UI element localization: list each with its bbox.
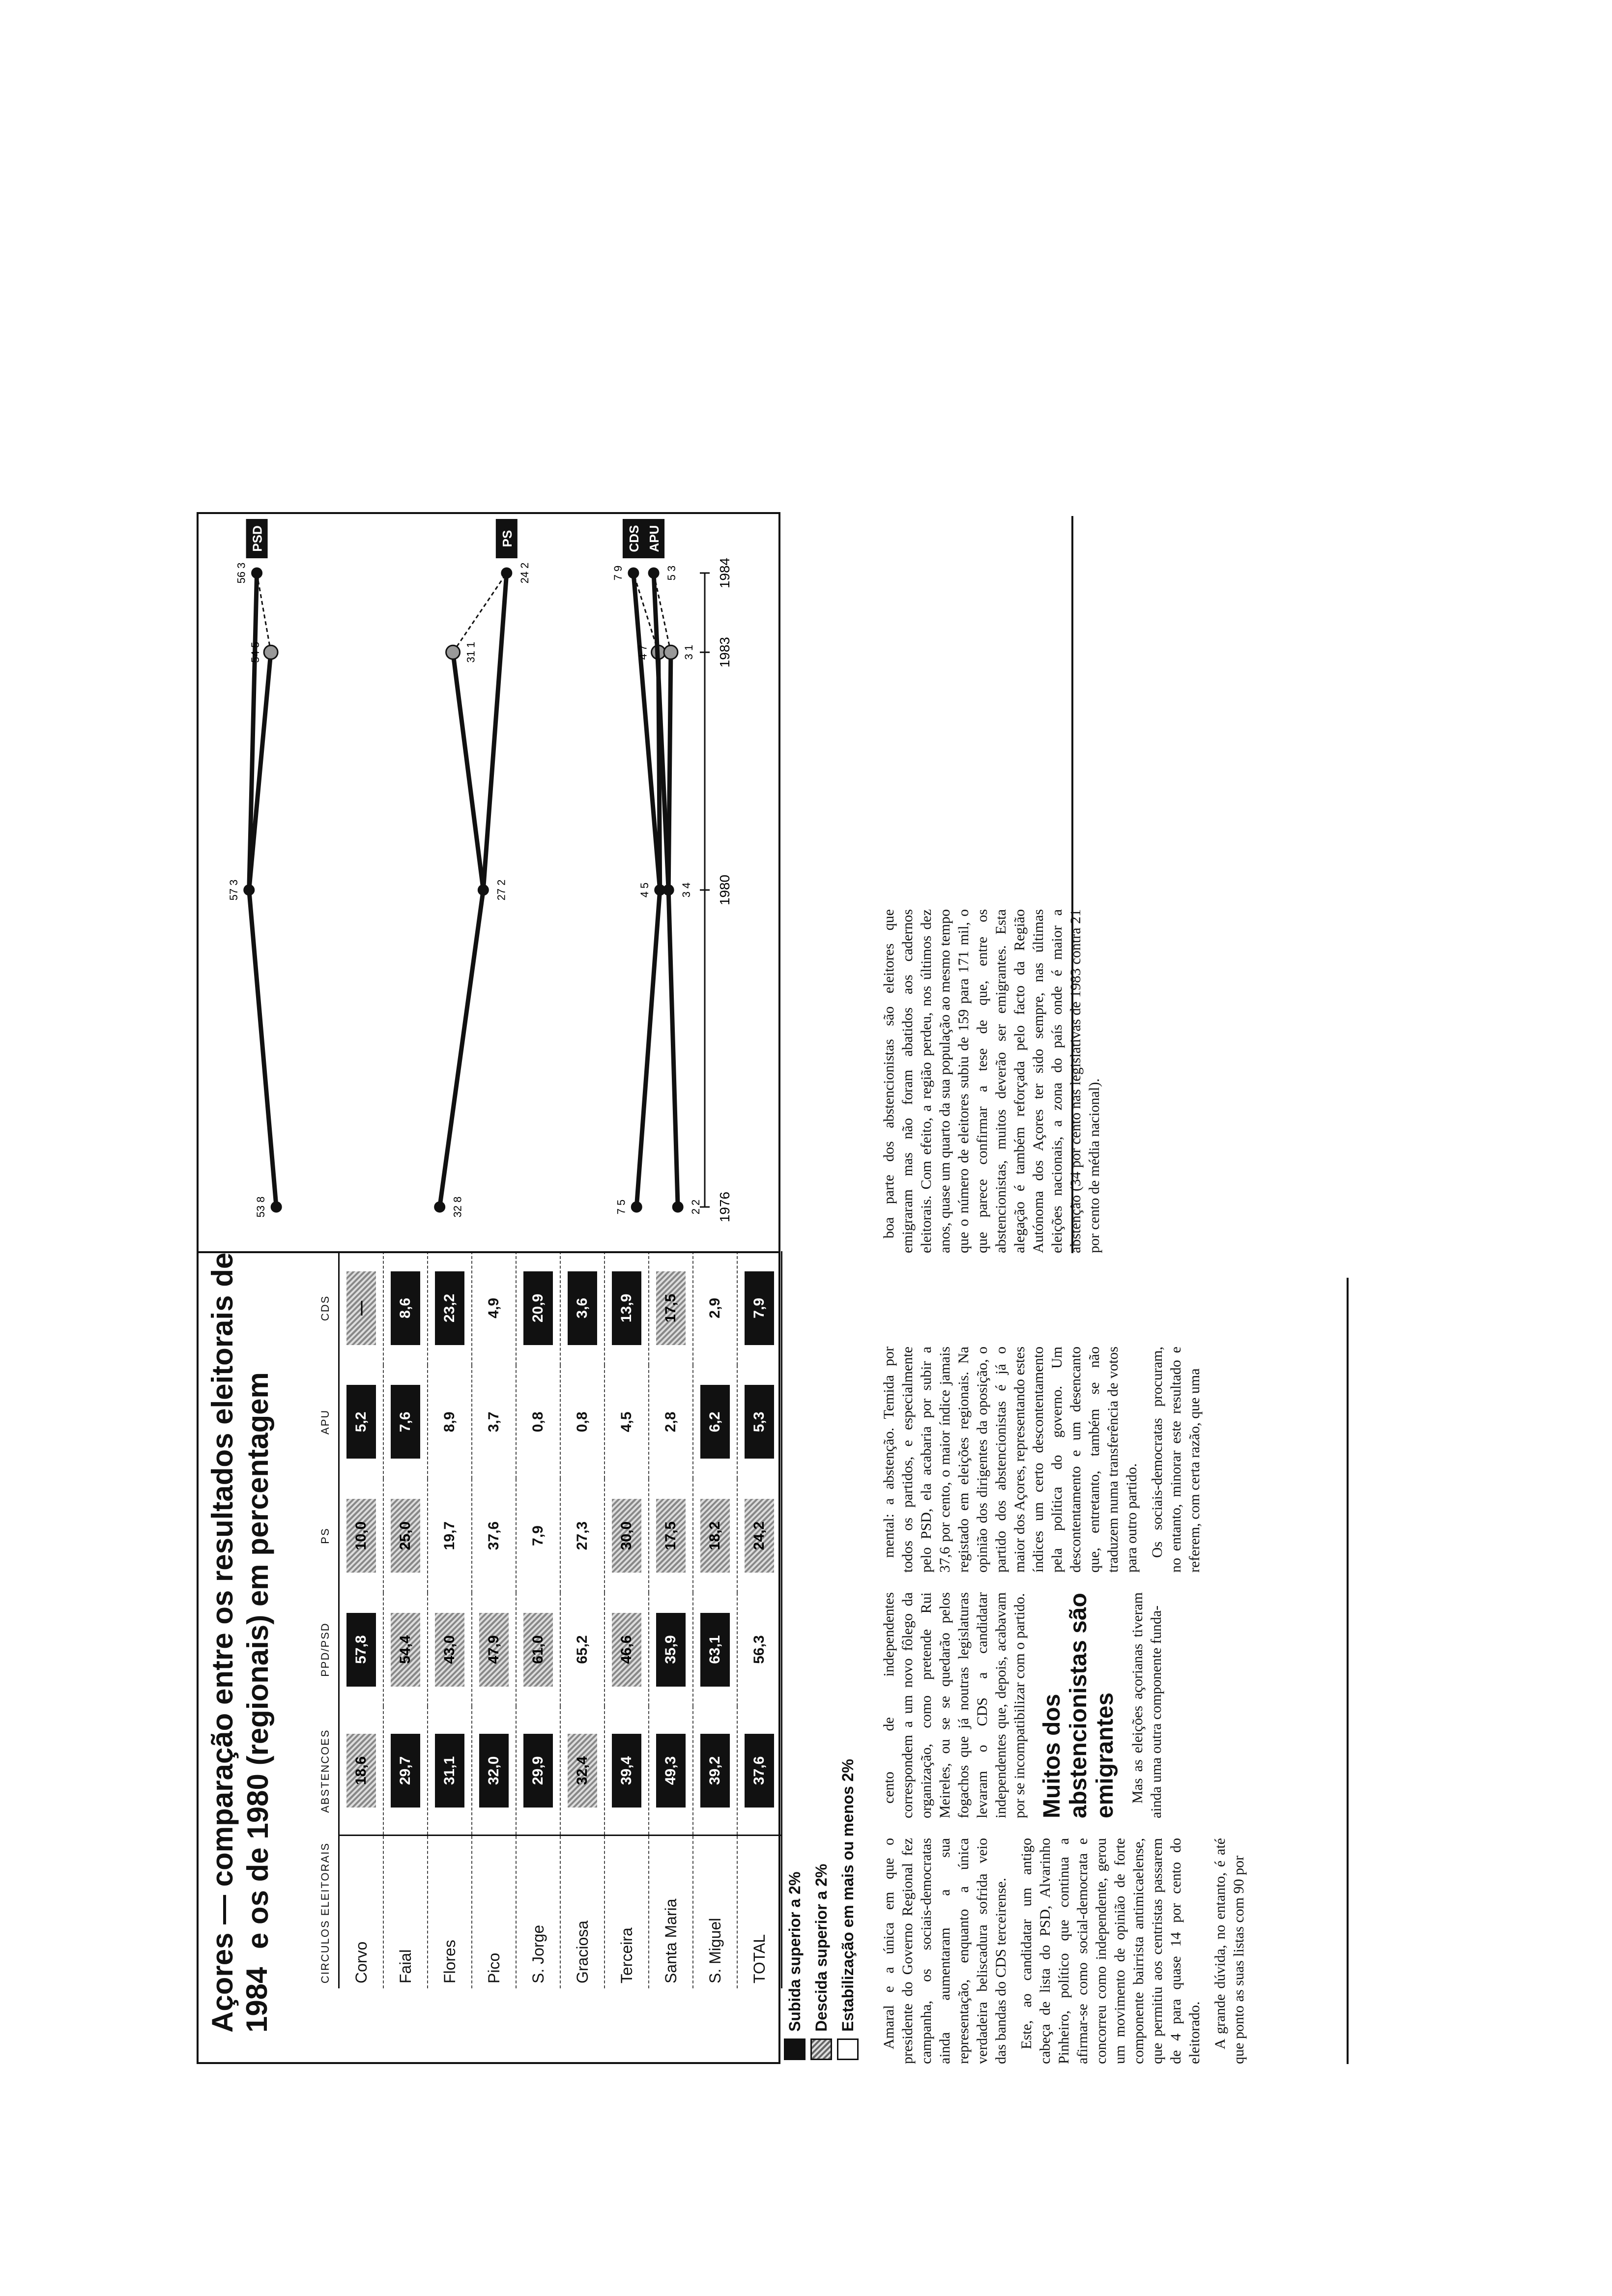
table-cell [339,1251,384,1365]
paragraph: mental: a abstenção. Temida por todos os partidos, e especialmente pelo PSD, ela acabaria por subir a 37,6 por cento, o maior índice jamais registado em eleições regionais. Na opinião dos dirigentes da oposição, o partido dos abstencionistas é já o maior dos Açores, representando estes índices um certo descontentamento pela política do governo. Um descontentamento e um desencanto que, entretanto, também se não traduzem numa transferência de votos para outro partido. [881,1347,1140,1573]
cell-value: 29,9 [523,1734,553,1808]
data-point [252,568,262,578]
table-cell [693,1251,737,1365]
cell-value: 65,2 [574,1635,590,1664]
series-line-ps [440,652,484,1207]
table-cell [428,1479,472,1593]
article-column-2 [880,1592,1173,1818]
table-cell [649,1365,693,1479]
cell-value: 7,9 [745,1271,774,1345]
cell-value: 4,5 [618,1411,634,1433]
table-cell [604,1251,649,1365]
table-cell [560,1706,604,1836]
cell-value: 37,6 [486,1521,502,1550]
legend-up [781,1253,808,2064]
data-point [271,1202,281,1212]
cell-value: — [346,1271,376,1345]
legend [781,1253,861,2064]
x-tick-label: 1983 [717,637,732,668]
series-line-apu [668,652,678,1207]
cell-value: 18,2 [700,1499,730,1573]
cell-value: 3,6 [568,1271,597,1345]
table-cell [428,1593,472,1707]
cell-value: 31,1 [435,1734,464,1808]
results-line-chart [199,514,778,1251]
cell-value: 7,6 [391,1385,420,1459]
table-cell [604,1706,649,1836]
column-header: APU [313,1365,339,1479]
table-cell [604,1593,649,1707]
data-label: 4 5 [638,882,651,898]
chart-box [197,512,780,1253]
table-cell [428,1251,472,1365]
table-cell [737,1593,782,1707]
legend-stable-label: Estabilização em mais ou menos 2% [838,1759,857,2032]
data-label: 5 3 [665,565,678,581]
cell-value: 8,6 [391,1271,420,1345]
cell-value: 54,4 [391,1613,420,1687]
data-point [649,568,659,578]
table-cell [649,1593,693,1707]
table-cell [516,1706,560,1836]
table-cell [472,1593,516,1707]
table-cell [428,1706,472,1836]
data-point [264,645,278,659]
cell-value: 32,0 [479,1734,509,1808]
x-tick-label: 1976 [717,1191,732,1223]
data-point [629,568,638,578]
table-row [383,1251,428,1988]
table-cell [383,1593,428,1707]
paragraph: Amaral e a única em que o presidente do Governo Regional fez campanha, os sociais-democratas ainda aumentaram a sua representação, enquanto a única verdadeira beliscadura sofrida veio das bandas do CDS terceirense. [881,1838,1009,2064]
cell-value: 49,3 [656,1734,686,1808]
legend-swatch-stable [837,2038,859,2060]
paragraph: Os sociais-democratas procuram, no entanto, minorar este resultado e referem, com certa razão, que uma [1149,1347,1203,1573]
page-subtitle: e os de 1980 (regionais) em percentagem [241,1372,274,1949]
data-point [435,1202,445,1212]
column-header: ABSTENCOES [313,1706,339,1836]
legend-up-label: Subida superior a 2% [785,1871,804,2032]
cell-value: 39,4 [612,1734,641,1808]
cell-value: 35,9 [656,1613,686,1687]
data-label: 4 7 [636,644,649,660]
data-label: 7 9 [611,565,624,581]
cell-value: 2,8 [662,1411,679,1433]
page-title: Açores — comparação entre os resultados eleitorais de 1984 [206,1252,273,2033]
row-label: Faial [383,1836,428,1988]
column-header: PPD/PSD [313,1593,339,1707]
table-cell [737,1479,782,1593]
cell-value: 29,7 [391,1734,420,1808]
divider [1347,1278,1349,2064]
legend-stable [835,1253,861,2064]
table-cell [339,1706,384,1836]
table-cell [649,1479,693,1593]
table-row [339,1251,384,1988]
cell-value: 63,1 [700,1613,730,1687]
data-label: 2 2 [690,1199,702,1215]
cell-value: 25,0 [391,1499,420,1573]
table-cell [560,1479,604,1593]
table-cell [649,1251,693,1365]
table-row [604,1251,649,1988]
legend-down [808,1253,835,2064]
table-cell [472,1251,516,1365]
data-label: 27 2 [495,879,508,901]
table-cell [649,1706,693,1836]
cell-value: 0,8 [574,1411,590,1433]
data-point [664,645,678,659]
data-label: 32 8 [451,1196,464,1218]
table-row [649,1251,693,1988]
table-cell [383,1706,428,1836]
cell-value: 24,2 [745,1499,774,1573]
rotated-page [197,516,1474,2064]
x-tick-label: 1980 [717,874,732,906]
results-table [313,1251,782,1988]
cell-value: 0,8 [530,1411,546,1433]
data-label: 7 5 [615,1199,628,1215]
cell-value: 8,9 [441,1411,458,1433]
cell-value: 7,9 [530,1525,546,1546]
cell-value: 23,2 [435,1271,464,1345]
x-tick-label: 1984 [717,557,732,589]
data-point [632,1202,641,1212]
table-header-row [313,1251,339,1988]
data-label: 54 5 [249,641,262,663]
table-cell [339,1479,384,1593]
table-cell [516,1251,560,1365]
data-point [502,568,512,578]
table-cell [516,1365,560,1479]
table-cell [428,1365,472,1479]
table-cell [737,1706,782,1836]
table-cell [604,1479,649,1593]
table-cell [560,1365,604,1479]
column-header: PS [313,1479,339,1593]
table-cell [604,1365,649,1479]
row-label: Pico [472,1836,516,1988]
row-label: Corvo [339,1836,384,1988]
article-column-3 [880,1347,1211,1573]
table-cell [472,1365,516,1479]
column-header: CIRCULOS ELEITORAIS [313,1836,339,1988]
table-cell [560,1251,604,1365]
cell-value: 61,0 [523,1613,553,1687]
cell-value: 39,2 [700,1734,730,1808]
cell-value: 10,0 [346,1499,376,1573]
legend-swatch-down [810,2038,832,2060]
paragraph: Mas as eleições açorianas tiveram ainda uma outra componente funda- [1129,1592,1164,1818]
data-point [244,885,254,895]
row-label: S. Jorge [516,1836,560,1988]
row-label: Santa Maria [649,1836,693,1988]
table-body [339,1251,782,1988]
table-cell [472,1706,516,1836]
cell-value: 17,5 [656,1271,686,1345]
cell-value: 27,3 [574,1521,590,1550]
table-row [737,1251,782,1988]
cell-value: 56,3 [751,1635,767,1664]
article-column-1 [880,1838,1255,2064]
divider [1071,516,1073,1253]
cell-value: 37,6 [745,1734,774,1808]
table-row [472,1251,516,1988]
cell-value: 6,2 [700,1385,730,1459]
row-label: Terceira [604,1836,649,1988]
row-label: Graciosa [560,1836,604,1988]
cell-value: 32,4 [568,1734,597,1808]
data-label: 3 4 [680,882,693,898]
series-line-psd [257,573,271,652]
data-label: 56 3 [235,562,248,584]
series-line-ps [483,573,506,890]
data-label: 57 3 [227,879,240,901]
table-cell [472,1479,516,1593]
cell-value: 20,9 [523,1271,553,1345]
cell-value: 18,6 [346,1734,376,1808]
paragraph: A grande dúvida, no entanto, é até que ponto as suas listas com 90 por [1212,1838,1247,2064]
legend-swatch-up [784,2038,806,2060]
cell-value: 13,9 [612,1271,641,1345]
article-heading: Muitos dos abstencionistas são emigrantes [1039,1593,1118,1818]
cell-value: 3,7 [486,1411,502,1433]
data-point [446,645,460,659]
cell-value: 5,2 [346,1385,376,1459]
data-point [663,885,673,895]
cell-value: 57,8 [346,1613,376,1687]
data-label: 24 2 [518,562,531,584]
table-row [428,1251,472,1988]
table-row [516,1251,560,1988]
cell-value: 47,9 [479,1613,509,1687]
table-row [560,1251,604,1988]
table-row [693,1251,737,1988]
paragraph: cento de independentes correspondem a um novo fôlego da organização, como pretende Rui Meireles, ou se se quedarão pelos fogachos que já noutras legislaturas levaram o CDS a candidatar independentes que, depois, acabavam por se incompatibilizar com o partido. [881,1592,1028,1818]
cell-value: 19,7 [441,1521,458,1550]
row-label: S. Miguel [693,1836,737,1988]
cell-value: 17,5 [656,1499,686,1573]
data-point [673,1202,683,1212]
series-name-label: PS [499,530,515,547]
paragraph: boa parte dos abstencionistas são eleitores que emigraram mas não foram abatidos aos cadernos eleitorais. Com efeito, a região perdeu, nos últimos dez anos, quase um quarto da sua população ao mesmo tempo que o número de eleitores subiu de 159 para 171 mil, o que parece confirmar a tese de que, entre os abstencionistas, muitos deverão ser emigrantes. Esta alegação é também reforçada pelo facto da Região Autónoma dos Açores ter sido sempre, nas últimas eleições nacionais, a zona do país onde é maior a abstenção (34 por cento nas legislativas de 1983 contra 21 por cento de média nacional). [881,909,1102,1253]
table-cell [737,1251,782,1365]
column-header: CDS [313,1251,339,1365]
data-point [478,885,488,895]
cell-value: 46,6 [612,1613,641,1687]
series-line-ps [453,573,507,652]
table-cell [383,1479,428,1593]
row-label: TOTAL [737,1836,782,1988]
data-label: 31 1 [464,641,477,663]
paragraph: Este, ao candidatar um antigo cabeça de lista do PSD, Alvarinho Pinheiro, político que continua a afirmar-se como social-democrata e concorreu como independente, gerou um movimento de opinião de forte componente bairrista antimicaelense, que permitiu aos centristas passarem de 4 para quase 14 por cento do eleitorado. [1018,1838,1203,2064]
data-label: 3 1 [682,644,695,660]
row-label: Flores [428,1836,472,1988]
data-label: 53 8 [255,1196,267,1218]
table-cell [339,1593,384,1707]
table-cell [516,1593,560,1707]
cell-value: 5,3 [745,1385,774,1459]
series-name-label: PSD [250,525,265,552]
cell-value: 4,9 [486,1297,502,1319]
table-cell [693,1706,737,1836]
cell-value: 30,0 [612,1499,641,1573]
cell-value: 2,9 [707,1297,723,1319]
table-cell [383,1365,428,1479]
table-cell [560,1593,604,1707]
table-cell [737,1365,782,1479]
article-column-4 [880,909,1111,1253]
table-cell [693,1365,737,1479]
table-cell [693,1593,737,1707]
table-cell [693,1479,737,1593]
table-cell [516,1479,560,1593]
legend-down-label: Descida superior a 2% [812,1864,830,2032]
results-table-box [197,1251,780,2064]
table-cell [339,1365,384,1479]
cell-value: 43,0 [435,1613,464,1687]
series-name-label: APU [647,525,662,552]
table-cell [383,1251,428,1365]
series-name-label: CDS [626,525,641,552]
